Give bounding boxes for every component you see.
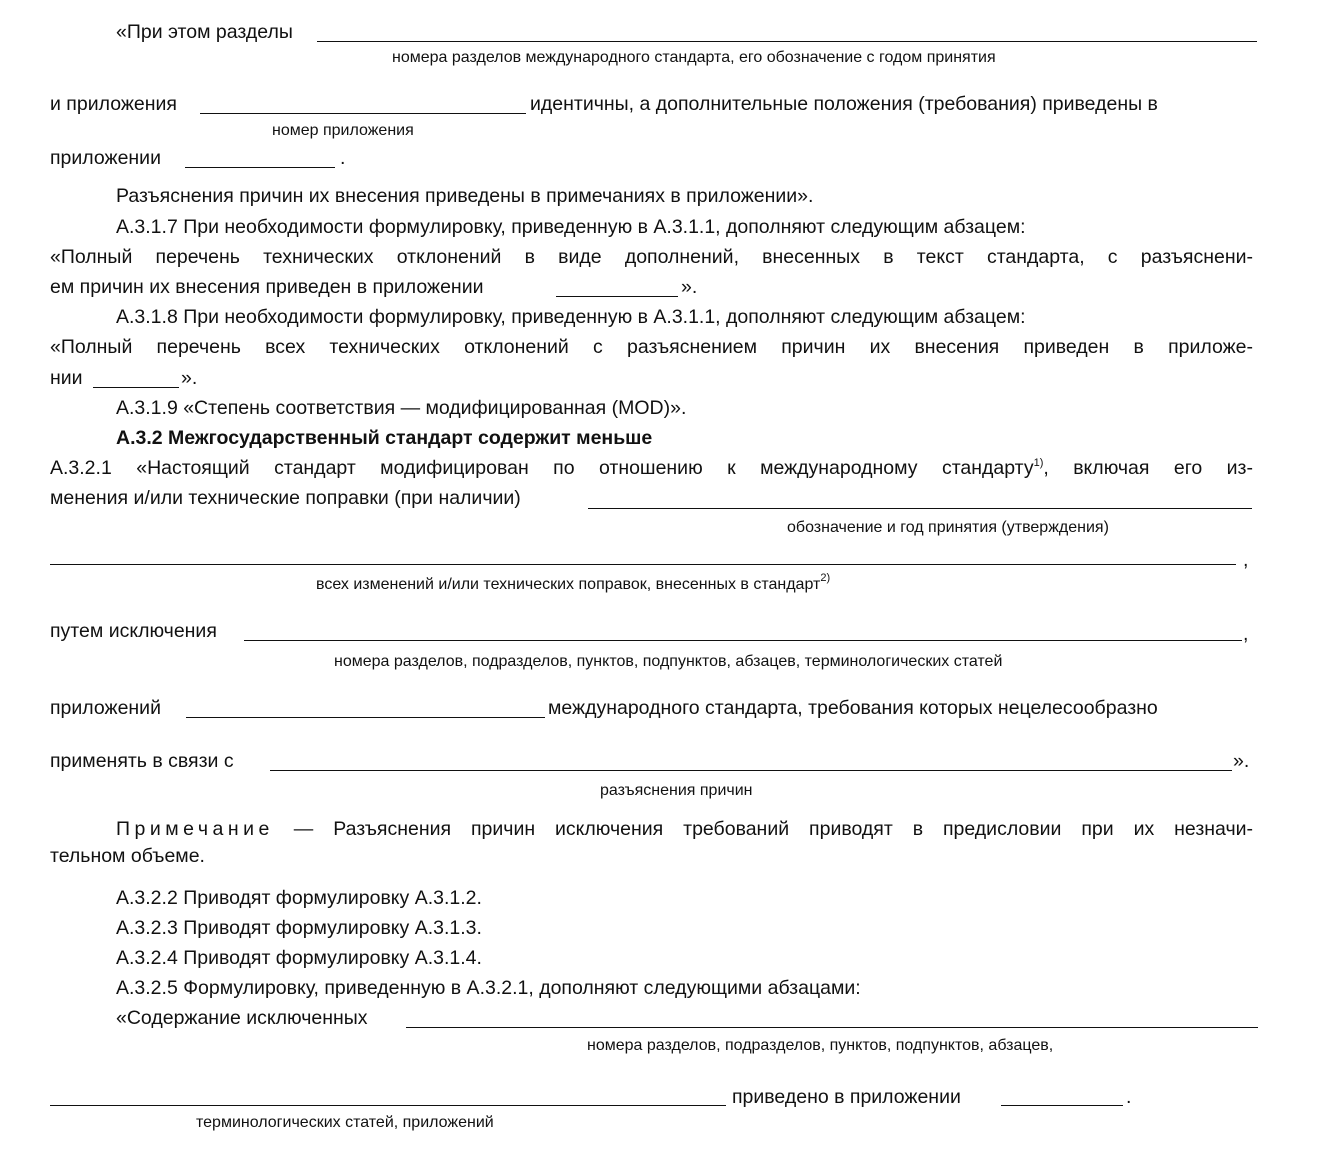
text-line: идентичны, а дополнительные положения (требования) приведены в	[530, 93, 1158, 115]
fill-in-blank	[588, 508, 1252, 509]
text-run: А.3.2.1 «Настоящий стандарт модифицирован по отношению к международному стандарту	[50, 457, 1034, 479]
fill-in-blank	[244, 640, 1242, 641]
fill-in-blank	[1001, 1105, 1123, 1106]
fill-in-blank	[556, 296, 678, 297]
text-line: ем причин их внесения приведен в приложении	[50, 276, 484, 298]
text-line: приведено в приложении	[732, 1086, 961, 1108]
fill-in-blank	[50, 564, 1236, 565]
section-heading: А.3.2 Межгосударственный стандарт содержит меньше	[116, 427, 653, 449]
blank-caption: разъяснения причин	[600, 782, 753, 799]
paragraph: А.3.1.8 При необходимости формулировку, приведенную в А.3.1.1, дополняют следующим абзацем:	[116, 306, 1026, 328]
text-line: и приложения	[50, 93, 177, 115]
paragraph: А.3.2.4 Приводят формулировку А.3.1.4.	[116, 947, 482, 969]
fill-in-blank	[270, 770, 1232, 771]
footnote-ref: 2)	[820, 572, 831, 584]
paragraph: А.3.1.7 При необходимости формулировку, приведенную в А.3.1.1, дополняют следующим абзацем:	[116, 216, 1026, 238]
blank-caption: номера разделов, подразделов, пунктов, подпунктов, абзацев,	[587, 1037, 1054, 1054]
blank-caption: обозначение и год принятия (утверждения)	[787, 519, 1109, 536]
note	[50, 817, 1253, 841]
text-line: «При этом разделы	[116, 21, 293, 43]
fill-in-blank	[93, 387, 179, 388]
fill-in-blank	[50, 1105, 726, 1106]
text-run: , включая его из-	[1043, 457, 1253, 479]
paragraph	[50, 456, 1253, 480]
text-line: менения и/или технические поправки (при наличии)	[50, 487, 521, 509]
fill-in-blank	[200, 113, 526, 114]
blank-caption: номера разделов международного стандарта, его обозначение с годом принятия	[392, 49, 996, 66]
note-label: Примечание	[116, 818, 274, 840]
note-text: — Разъяснения причин исключения требований приводят в предисловии при их незначи-	[273, 818, 1253, 840]
text-line: приложений	[50, 697, 161, 719]
text-line: ,	[1243, 549, 1249, 571]
text-line: путем исключения	[50, 620, 217, 642]
paragraph: «Полный перечень всех технических отклонений с разъяснением причин их внесения приведен в приложе-	[50, 336, 1253, 358]
blank-caption	[316, 572, 831, 595]
blank-caption: номер приложения	[272, 122, 414, 139]
fill-in-blank	[186, 717, 545, 718]
text-line: .	[340, 147, 346, 169]
text-line: приложении	[50, 147, 161, 169]
paragraph: Разъяснения причин их внесения приведены в примечаниях в приложении».	[116, 185, 814, 207]
blank-caption: номера разделов, подразделов, пунктов, подпунктов, абзацев, терминологических статей	[334, 653, 1003, 670]
fill-in-blank	[406, 1027, 1258, 1028]
text-line: ».	[1233, 750, 1250, 772]
paragraph: А.3.2.2 Приводят формулировку А.3.1.2.	[116, 887, 482, 909]
paragraph: «Полный перечень технических отклонений в виде дополнений, внесенных в текст стандарта, с разъяснени-	[50, 246, 1253, 268]
text-line: «Содержание исключенных	[116, 1007, 368, 1029]
text-line: ».	[681, 276, 698, 298]
caption-run: всех изменений и/или технических поправок, внесенных в стандарт	[316, 576, 821, 593]
blank-caption: терминологических статей, приложений	[196, 1114, 494, 1131]
paragraph: А.3.1.9 «Степень соответствия — модифицированная (MOD)».	[116, 397, 687, 419]
text-line: нии	[50, 367, 83, 389]
text-line: ».	[181, 367, 198, 389]
fill-in-blank	[185, 167, 335, 168]
footnote-ref: 1)	[1033, 457, 1044, 469]
text-line: ,	[1243, 623, 1249, 645]
text-line: тельном объеме.	[50, 845, 205, 867]
paragraph: А.3.2.5 Формулировку, приведенную в А.3.2.1, дополняют следующими абзацами:	[116, 977, 861, 999]
paragraph: А.3.2.3 Приводят формулировку А.3.1.3.	[116, 917, 482, 939]
text-line: .	[1126, 1086, 1132, 1108]
text-line: применять в связи с	[50, 750, 234, 772]
text-line: международного стандарта, требования которых нецелесообразно	[548, 697, 1158, 719]
fill-in-blank	[317, 41, 1257, 42]
